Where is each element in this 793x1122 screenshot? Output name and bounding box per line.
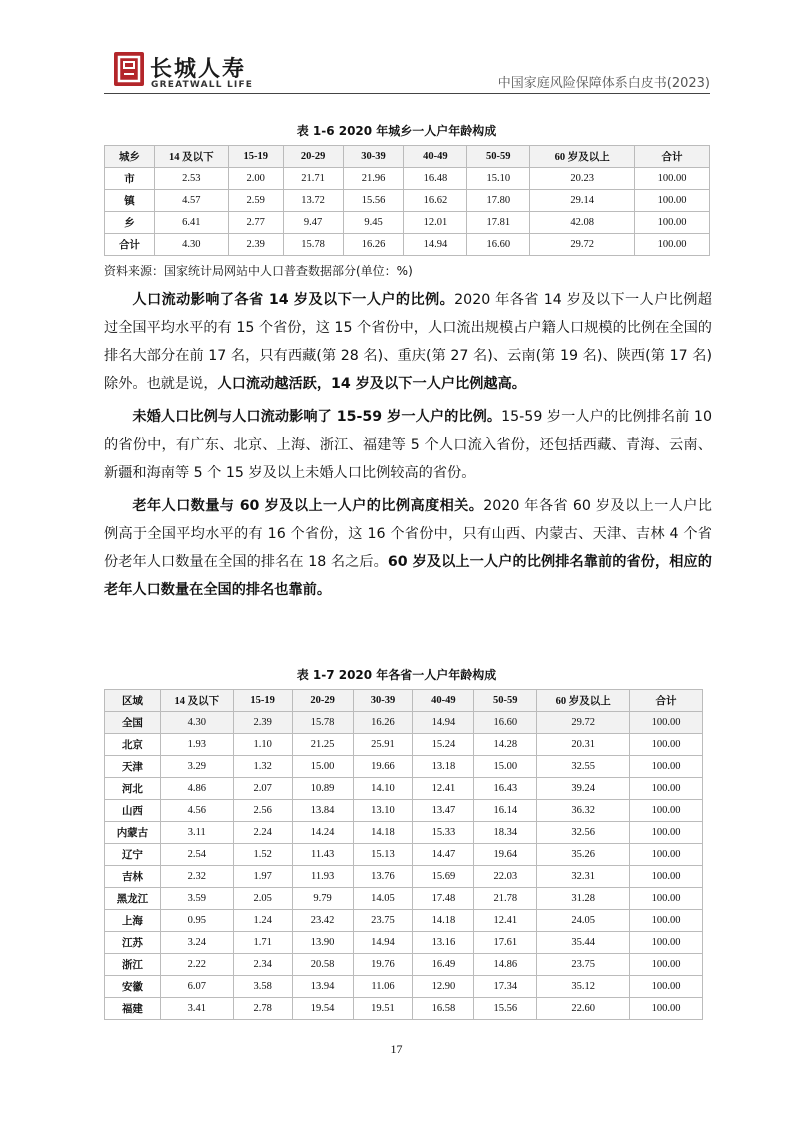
table-cell: 15.13 <box>353 844 413 866</box>
row-label: 辽宁 <box>105 844 161 866</box>
p2-body: 15-59 岁一人户的比例排名前 10 的省份中，有广东、北京、上海、浙江、福建等 5 个人口流入省份，还包括西藏、青海、云南、新疆和海南等 5 个 15 岁及以上未婚人口比例较高的省份。 <box>104 409 712 481</box>
table-cell: 100.00 <box>630 976 703 998</box>
table-cell: 20.58 <box>292 954 353 976</box>
row-label: 乡 <box>105 212 155 234</box>
row-label: 天津 <box>105 756 161 778</box>
table-cell: 6.41 <box>154 212 228 234</box>
table-cell: 32.55 <box>537 756 630 778</box>
table-cell: 100.00 <box>630 910 703 932</box>
row-label: 河北 <box>105 778 161 800</box>
column-header: 15-19 <box>233 690 292 712</box>
table-cell: 2.39 <box>228 234 283 256</box>
row-label: 全国 <box>105 712 161 734</box>
p1-lead: 人口流动影响了各省 14 岁及以下一人户的比例。 <box>132 292 455 308</box>
table-row <box>105 954 703 976</box>
row-label: 山西 <box>105 800 161 822</box>
table-cell: 14.05 <box>353 888 413 910</box>
table-cell: 15.78 <box>292 712 353 734</box>
table-cell: 100.00 <box>635 234 710 256</box>
table-cell: 21.71 <box>283 168 343 190</box>
table-cell: 19.64 <box>474 844 537 866</box>
table-cell: 29.72 <box>537 712 630 734</box>
table-cell: 100.00 <box>635 168 710 190</box>
row-label: 黑龙江 <box>105 888 161 910</box>
table-cell: 14.18 <box>413 910 474 932</box>
paragraph-3 <box>104 492 712 604</box>
table-cell: 23.75 <box>537 954 630 976</box>
table-cell: 3.58 <box>233 976 292 998</box>
row-label: 上海 <box>105 910 161 932</box>
table-cell: 16.14 <box>474 800 537 822</box>
table-cell: 16.43 <box>474 778 537 800</box>
table-cell: 23.75 <box>353 910 413 932</box>
table-row <box>105 888 703 910</box>
table-cell: 100.00 <box>630 998 703 1020</box>
table-cell: 11.43 <box>292 844 353 866</box>
table-cell: 6.07 <box>160 976 233 998</box>
table-cell: 19.66 <box>353 756 413 778</box>
row-label: 福建 <box>105 998 161 1020</box>
row-label: 北京 <box>105 734 161 756</box>
row-label: 安徽 <box>105 976 161 998</box>
table-cell: 21.96 <box>343 168 404 190</box>
table-row <box>105 932 703 954</box>
table-cell: 100.00 <box>630 932 703 954</box>
table-cell: 1.93 <box>160 734 233 756</box>
table-cell: 9.47 <box>283 212 343 234</box>
table-cell: 35.26 <box>537 844 630 866</box>
table-cell: 12.41 <box>413 778 474 800</box>
table-cell: 100.00 <box>630 756 703 778</box>
p2-lead: 未婚人口比例与人口流动影响了 15-59 岁一人户的比例。 <box>132 409 502 425</box>
table-cell: 2.39 <box>233 712 292 734</box>
logo-text-cn: 长城人寿 <box>150 57 247 82</box>
p1-body: 2020 年各省 14 岁及以下一人户比例超过全国平均水平的有 15 个省份，这 15 个省份中，人口流出规模占户籍人口规模的比例在全国的排名大部分在前 17 名，只有西藏(第 28 名)、重庆(第 27 名)、云南(第 19 名)、陕西(第 17 名)除外。也就是说， <box>104 292 712 392</box>
column-header: 40-49 <box>404 146 467 168</box>
table-row <box>105 866 703 888</box>
table-cell: 100.00 <box>635 190 710 212</box>
table-cell: 100.00 <box>630 712 703 734</box>
table-cell: 100.00 <box>630 822 703 844</box>
document-title: 中国家庭风险保障体系白皮书(2023) <box>497 76 710 91</box>
table-cell: 100.00 <box>630 800 703 822</box>
table-cell: 4.30 <box>160 712 233 734</box>
table-cell: 23.42 <box>292 910 353 932</box>
p1-conclusion: 人口流动越活跃，14 岁及以下一人户比例越高。 <box>217 376 526 392</box>
table-cell: 14.24 <box>292 822 353 844</box>
table-cell: 13.76 <box>353 866 413 888</box>
table-row <box>105 822 703 844</box>
column-header: 合计 <box>635 146 710 168</box>
table-cell: 13.72 <box>283 190 343 212</box>
column-header: 14 及以下 <box>160 690 233 712</box>
table-cell: 15.00 <box>474 756 537 778</box>
table-cell: 32.31 <box>537 866 630 888</box>
table-row <box>105 712 703 734</box>
table-cell: 1.97 <box>233 866 292 888</box>
table2-caption: 表 1-7 2020 年各省一人户年龄构成 <box>296 668 497 682</box>
table-cell: 14.94 <box>404 234 467 256</box>
table-cell: 16.62 <box>404 190 467 212</box>
table-row <box>105 212 710 234</box>
table-row <box>105 168 710 190</box>
table-row <box>105 734 703 756</box>
table-cell: 22.60 <box>537 998 630 1020</box>
table-cell: 17.80 <box>467 190 530 212</box>
column-header: 合计 <box>630 690 703 712</box>
table-cell: 19.54 <box>292 998 353 1020</box>
table-cell: 13.16 <box>413 932 474 954</box>
row-label: 市 <box>105 168 155 190</box>
column-header: 20-29 <box>292 690 353 712</box>
table-row <box>105 800 703 822</box>
table-cell: 16.49 <box>413 954 474 976</box>
table-cell: 13.84 <box>292 800 353 822</box>
table-cell: 15.24 <box>413 734 474 756</box>
table-cell: 15.78 <box>283 234 343 256</box>
table-row <box>105 234 710 256</box>
table-cell: 4.30 <box>154 234 228 256</box>
table-cell: 14.28 <box>474 734 537 756</box>
table-cell: 29.72 <box>530 234 635 256</box>
table-cell: 2.05 <box>233 888 292 910</box>
table-cell: 19.76 <box>353 954 413 976</box>
p3-body: 2020 年各省 60 岁及以上一人户比例高于全国平均水平的有 16 个省份，这 16 个省份中，只有山西、内蒙古、天津、吉林 4 个省份老年人口数量在全国的排名在 18 名之后。 <box>104 498 712 570</box>
table-cell: 12.41 <box>474 910 537 932</box>
table-cell: 39.24 <box>537 778 630 800</box>
table-cell: 9.45 <box>343 212 404 234</box>
table-cell: 1.24 <box>233 910 292 932</box>
table-cell: 16.58 <box>413 998 474 1020</box>
table-cell: 2.22 <box>160 954 233 976</box>
table-cell: 13.18 <box>413 756 474 778</box>
table-cell: 2.59 <box>228 190 283 212</box>
page-number: 17 <box>390 1042 403 1056</box>
table-cell: 15.56 <box>474 998 537 1020</box>
table-cell: 31.28 <box>537 888 630 910</box>
column-header: 50-59 <box>467 146 530 168</box>
table-cell: 32.56 <box>537 822 630 844</box>
table-cell: 35.44 <box>537 932 630 954</box>
table-row <box>105 778 703 800</box>
table-cell: 36.32 <box>537 800 630 822</box>
table-cell: 1.32 <box>233 756 292 778</box>
paragraph-1 <box>104 286 712 398</box>
table-cell: 15.33 <box>413 822 474 844</box>
table-row <box>105 190 710 212</box>
table-cell: 3.59 <box>160 888 233 910</box>
page-header <box>104 50 710 94</box>
table-cell: 1.52 <box>233 844 292 866</box>
column-header: 14 及以下 <box>154 146 228 168</box>
table-cell: 4.57 <box>154 190 228 212</box>
table-cell: 1.71 <box>233 932 292 954</box>
table-cell: 12.01 <box>404 212 467 234</box>
row-label: 浙江 <box>105 954 161 976</box>
great-wall-logo-icon <box>114 52 144 86</box>
table-cell: 20.31 <box>537 734 630 756</box>
table-cell: 3.11 <box>160 822 233 844</box>
data-source-note: 资料来源：国家统计局网站中人口普查数据部分(单位：%) <box>104 264 413 278</box>
table-cell: 2.32 <box>160 866 233 888</box>
table-cell: 16.60 <box>474 712 537 734</box>
row-label: 内蒙古 <box>105 822 161 844</box>
p3-conclusion: 60 岁及以上一人户的比例排名靠前的省份，相应的老年人口数量在全国的排名也靠前。 <box>104 554 712 598</box>
table-cell: 18.34 <box>474 822 537 844</box>
table-cell: 35.12 <box>537 976 630 998</box>
column-header: 15-19 <box>228 146 283 168</box>
table-cell: 100.00 <box>635 212 710 234</box>
table-cell: 15.69 <box>413 866 474 888</box>
table-cell: 16.26 <box>343 234 404 256</box>
row-label: 镇 <box>105 190 155 212</box>
table-header-row <box>105 690 703 712</box>
table-cell: 16.60 <box>467 234 530 256</box>
column-header: 40-49 <box>413 690 474 712</box>
table-cell: 17.48 <box>413 888 474 910</box>
table-cell: 22.03 <box>474 866 537 888</box>
table-cell: 10.89 <box>292 778 353 800</box>
table-cell: 13.10 <box>353 800 413 822</box>
table-cell: 3.41 <box>160 998 233 1020</box>
table-row <box>105 844 703 866</box>
table-cell: 20.23 <box>530 168 635 190</box>
province-age-table <box>104 689 703 1020</box>
table-cell: 16.48 <box>404 168 467 190</box>
table-cell: 2.78 <box>233 998 292 1020</box>
table-row <box>105 998 703 1020</box>
table-cell: 100.00 <box>630 778 703 800</box>
p3-lead: 老年人口数量与 60 岁及以上一人户的比例高度相关。 <box>132 498 484 514</box>
table-cell: 19.51 <box>353 998 413 1020</box>
table-header-row <box>105 146 710 168</box>
table-cell: 15.56 <box>343 190 404 212</box>
table-cell: 14.86 <box>474 954 537 976</box>
table-cell: 24.05 <box>537 910 630 932</box>
table-cell: 100.00 <box>630 866 703 888</box>
table-row <box>105 910 703 932</box>
table-cell: 2.56 <box>233 800 292 822</box>
table-cell: 11.93 <box>292 866 353 888</box>
row-label: 吉林 <box>105 866 161 888</box>
table1-caption: 表 1-6 2020 年城乡一人户年龄构成 <box>296 124 497 138</box>
table-cell: 3.24 <box>160 932 233 954</box>
table-cell: 14.18 <box>353 822 413 844</box>
urban-rural-age-table <box>104 145 710 256</box>
table-cell: 100.00 <box>630 734 703 756</box>
column-header: 60 岁及以上 <box>537 690 630 712</box>
table-cell: 15.00 <box>292 756 353 778</box>
table-cell: 0.95 <box>160 910 233 932</box>
table-cell: 14.10 <box>353 778 413 800</box>
column-header: 60 岁及以上 <box>530 146 635 168</box>
table-cell: 2.00 <box>228 168 283 190</box>
column-header: 30-39 <box>353 690 413 712</box>
table-row <box>105 976 703 998</box>
table-cell: 4.86 <box>160 778 233 800</box>
table-cell: 25.91 <box>353 734 413 756</box>
table-cell: 2.77 <box>228 212 283 234</box>
column-header: 30-39 <box>343 146 404 168</box>
table-cell: 42.08 <box>530 212 635 234</box>
table-cell: 100.00 <box>630 888 703 910</box>
table-cell: 14.94 <box>413 712 474 734</box>
table-cell: 17.81 <box>467 212 530 234</box>
table-cell: 14.47 <box>413 844 474 866</box>
row-label: 江苏 <box>105 932 161 954</box>
table-cell: 100.00 <box>630 954 703 976</box>
table-cell: 2.24 <box>233 822 292 844</box>
table-cell: 3.29 <box>160 756 233 778</box>
table-cell: 14.94 <box>353 932 413 954</box>
column-header: 50-59 <box>474 690 537 712</box>
table-cell: 2.34 <box>233 954 292 976</box>
table-cell: 100.00 <box>630 844 703 866</box>
table-cell: 13.90 <box>292 932 353 954</box>
table-cell: 12.90 <box>413 976 474 998</box>
paragraph-2 <box>104 403 712 487</box>
table-cell: 17.34 <box>474 976 537 998</box>
table-cell: 21.25 <box>292 734 353 756</box>
table-cell: 13.47 <box>413 800 474 822</box>
header-divider <box>104 93 710 94</box>
table-row <box>105 756 703 778</box>
table-cell: 9.79 <box>292 888 353 910</box>
table-cell: 1.10 <box>233 734 292 756</box>
table-cell: 17.61 <box>474 932 537 954</box>
column-header: 20-29 <box>283 146 343 168</box>
table-cell: 2.53 <box>154 168 228 190</box>
table-cell: 15.10 <box>467 168 530 190</box>
table-cell: 11.06 <box>353 976 413 998</box>
table-cell: 29.14 <box>530 190 635 212</box>
row-label: 合计 <box>105 234 155 256</box>
table-cell: 16.26 <box>353 712 413 734</box>
table-cell: 13.94 <box>292 976 353 998</box>
column-header: 城乡 <box>105 146 155 168</box>
logo-text-en: GREATWALL LIFE <box>151 80 254 90</box>
body-text <box>104 286 712 604</box>
table-cell: 2.07 <box>233 778 292 800</box>
table-cell: 21.78 <box>474 888 537 910</box>
company-logo <box>114 52 274 92</box>
table-cell: 4.56 <box>160 800 233 822</box>
table-cell: 2.54 <box>160 844 233 866</box>
column-header: 区域 <box>105 690 161 712</box>
